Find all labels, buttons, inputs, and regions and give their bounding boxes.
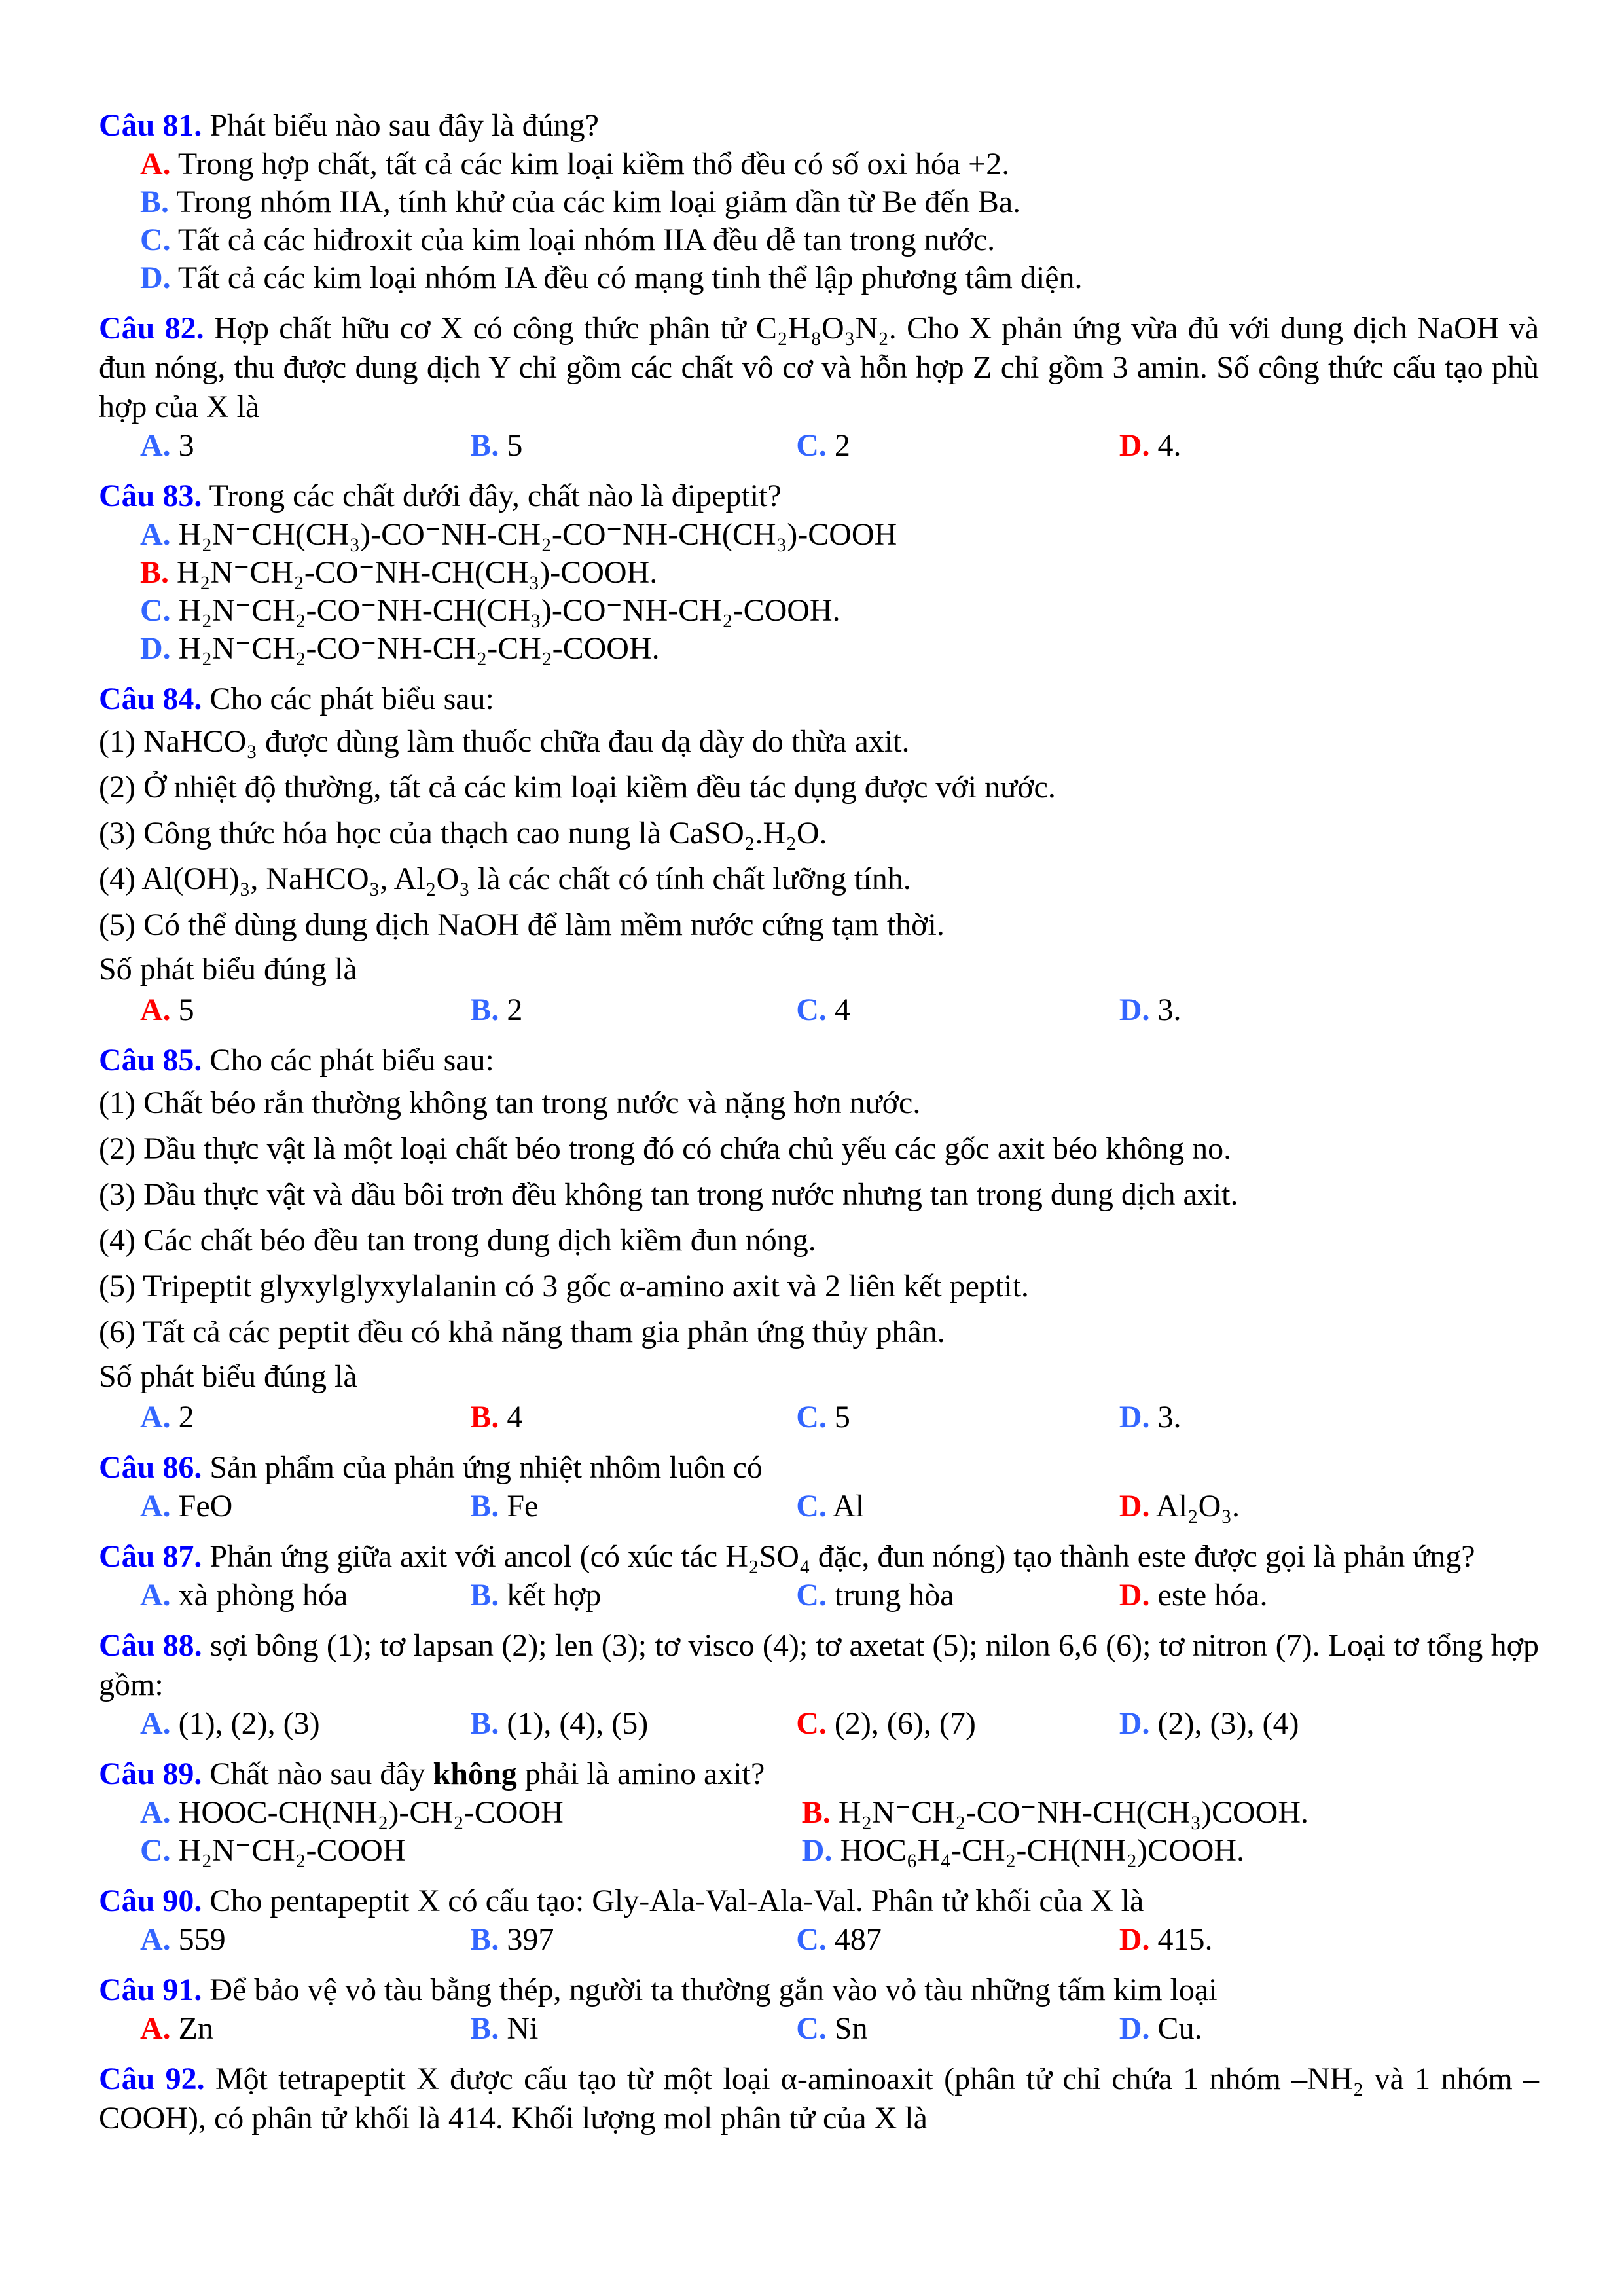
option-letter: A. bbox=[140, 993, 171, 1027]
option-letter: C. bbox=[140, 1833, 171, 1868]
question-stem bbox=[99, 1041, 1539, 1080]
option-text: Tất cả các kim loại nhóm IA đều có mạng tinh thể lập phương tâm diện. bbox=[177, 261, 1083, 295]
option-letter: A. bbox=[140, 1489, 171, 1523]
option-text: Cu. bbox=[1157, 2011, 1202, 2046]
option-letter: A. bbox=[140, 2011, 171, 2046]
answer-option bbox=[470, 1487, 796, 1525]
answer-option bbox=[796, 1921, 1119, 1959]
answer-option bbox=[140, 1487, 470, 1525]
statement-item: (4) Al(OH)₃, NaHCO₃, Al₂O₃ là các chất có tính chất lưỡng tính. bbox=[99, 862, 911, 896]
option-letter: C. bbox=[796, 1922, 827, 1957]
question-stem bbox=[99, 477, 1539, 516]
question-block bbox=[99, 1755, 1539, 1870]
answer-option bbox=[796, 1576, 1119, 1614]
option-letter: A. bbox=[140, 1922, 171, 1957]
option-letter: C. bbox=[796, 428, 827, 463]
answer-options bbox=[99, 1398, 1539, 1436]
option-letter: D. bbox=[1119, 1400, 1150, 1434]
question-stem bbox=[99, 680, 1539, 719]
option-text: Fe bbox=[507, 1489, 539, 1523]
option-letter: B. bbox=[470, 1922, 499, 1957]
option-text: (1), (2), (3) bbox=[178, 1706, 320, 1741]
option-text: (2), (3), (4) bbox=[1157, 1706, 1299, 1741]
statement-item: (2) Dầu thực vật là một loại chất béo trong đó có chứa chủ yếu các gốc axit béo không no. bbox=[99, 1131, 1232, 1166]
answer-options bbox=[99, 2010, 1539, 2048]
option-text: HOC₆H₄-CH₂-CH(NH₂)COOH. bbox=[840, 1833, 1245, 1868]
option-text: H₂N⁻CH₂-CO⁻NH-CH(CH₃)-COOH. bbox=[177, 555, 658, 590]
answer-option bbox=[796, 427, 1119, 465]
answer-option bbox=[140, 2010, 470, 2048]
question-number: Câu 87. bbox=[99, 1539, 202, 1574]
option-text: Ni bbox=[507, 2011, 539, 2046]
answer-option bbox=[140, 1576, 470, 1614]
option-letter: A. bbox=[140, 428, 171, 463]
option-text: (2), (6), (7) bbox=[834, 1706, 976, 1741]
option-letter: B. bbox=[801, 1795, 831, 1830]
option-text: (1), (4), (5) bbox=[507, 1706, 649, 1741]
answer-option bbox=[796, 1398, 1119, 1436]
option-text: Trong nhóm IIA, tính khử của các kim loại giảm dần từ Be đến Ba. bbox=[176, 185, 1021, 219]
question-block bbox=[99, 1537, 1539, 1614]
option-text: 3. bbox=[1157, 1400, 1182, 1434]
option-letter: D. bbox=[1119, 1922, 1150, 1957]
stem-text: Cho các phát biểu sau: bbox=[209, 1043, 494, 1078]
option-letter: A. bbox=[140, 147, 171, 181]
option-letter: C. bbox=[796, 1706, 827, 1741]
option-text: 4 bbox=[507, 1400, 523, 1434]
statement-item: (2) Ở nhiệt độ thường, tất cả các kim loại kiềm đều tác dụng được với nước. bbox=[99, 770, 1056, 805]
option-letter: D. bbox=[1119, 428, 1150, 463]
question-stem bbox=[99, 106, 1539, 145]
option-letter: B. bbox=[140, 185, 170, 219]
answer-option bbox=[470, 1398, 796, 1436]
question-number: Câu 85. bbox=[99, 1043, 202, 1078]
emphasis-text: không bbox=[433, 1757, 517, 1791]
answer-option bbox=[470, 1576, 796, 1614]
option-letter: C. bbox=[796, 1489, 827, 1523]
question-block bbox=[99, 1971, 1539, 2048]
option-letter: C. bbox=[140, 593, 171, 628]
answer-option bbox=[140, 630, 1539, 668]
answer-option bbox=[140, 554, 1539, 592]
question-block bbox=[99, 680, 1539, 1029]
answer-option bbox=[140, 427, 470, 465]
option-letter: B. bbox=[470, 1578, 499, 1613]
option-letter: D. bbox=[1119, 1706, 1150, 1741]
answer-option bbox=[1119, 2010, 1469, 2048]
option-letter: C. bbox=[796, 1400, 827, 1434]
option-letter: C. bbox=[796, 2011, 827, 2046]
option-letter: D. bbox=[801, 1833, 833, 1868]
option-text: 4 bbox=[834, 993, 850, 1027]
stem-text: Hợp chất hữu cơ X có công thức phân tử C₂H₈O₃N₂. Cho X phản ứng vừa đủ với dung dịch NaOH và đun nóng, thu được dung dịch Y chỉ gồm các chất vô cơ và hỗn hợp Z chỉ gồm 3 amin. Số công thức cấu tạo phù hợp của X là bbox=[99, 311, 1540, 424]
stem-text: Để bảo vệ vỏ tàu bằng thép, người ta thường gắn vào vỏ tàu những tấm kim loại bbox=[209, 1973, 1218, 2007]
option-text: 3 bbox=[178, 428, 194, 463]
option-text: xà phòng hóa bbox=[178, 1578, 348, 1613]
question-number: Câu 92. bbox=[99, 2062, 205, 2096]
question-number: Câu 83. bbox=[99, 479, 202, 513]
followup-text: Số phát biểu đúng là bbox=[99, 952, 357, 987]
answer-option bbox=[140, 991, 470, 1029]
statement-item: (5) Tripeptit glyxylglyxylalanin có 3 gốc α-amino axit và 2 liên kết peptit. bbox=[99, 1269, 1029, 1303]
stem-text: Cho các phát biểu sau: bbox=[209, 682, 494, 716]
statement-item: (1) NaHCO₃ được dùng làm thuốc chữa đau dạ dày do thừa axit. bbox=[99, 724, 910, 759]
stem-text: Cho pentapeptit X có cấu tạo: Gly-Ala-Val-Ala-Val. Phân tử khối của X là bbox=[209, 1884, 1144, 1918]
option-text: 5 bbox=[834, 1400, 850, 1434]
answer-option bbox=[140, 221, 1539, 259]
question-stem bbox=[99, 1755, 1539, 1794]
answer-option bbox=[796, 1705, 1119, 1743]
option-text: 397 bbox=[507, 1922, 554, 1957]
exam-document bbox=[99, 106, 1539, 2150]
statement-item: (4) Các chất béo đều tan trong dung dịch kiềm đun nóng. bbox=[99, 1223, 816, 1258]
option-letter: B. bbox=[470, 428, 499, 463]
answer-option bbox=[140, 145, 1539, 183]
question-number: Câu 84. bbox=[99, 682, 202, 716]
answer-options bbox=[99, 1705, 1539, 1743]
statement-item: (3) Công thức hóa học của thạch cao nung là CaSO₂.H₂O. bbox=[99, 816, 827, 850]
option-text: HOOC-CH(NH₂)-CH₂-COOH bbox=[178, 1795, 564, 1830]
option-letter: A. bbox=[140, 1795, 171, 1830]
question-stem bbox=[99, 309, 1539, 427]
answer-option bbox=[1119, 991, 1469, 1029]
answer-option bbox=[470, 427, 796, 465]
option-letter: A. bbox=[140, 1400, 171, 1434]
answer-option bbox=[140, 1398, 470, 1436]
option-text: 415. bbox=[1157, 1922, 1213, 1957]
question-number: Câu 88. bbox=[99, 1628, 202, 1663]
question-stem bbox=[99, 2060, 1539, 2138]
stem-text: Sản phẩm của phản ứng nhiệt nhôm luôn có bbox=[209, 1450, 763, 1485]
statement-item: (5) Có thể dùng dung dịch NaOH để làm mềm nước cứng tạm thời. bbox=[99, 907, 945, 942]
answer-option bbox=[140, 1832, 802, 1870]
option-letter: B. bbox=[470, 1400, 499, 1434]
answer-option bbox=[140, 259, 1539, 297]
question-block bbox=[99, 2060, 1539, 2138]
answer-options bbox=[99, 991, 1539, 1029]
question-stem bbox=[99, 1971, 1539, 2010]
question-number: Câu 86. bbox=[99, 1450, 202, 1485]
option-text: Zn bbox=[178, 2011, 213, 2046]
option-letter: C. bbox=[796, 1578, 827, 1613]
option-text: 4. bbox=[1157, 428, 1182, 463]
answer-options bbox=[99, 145, 1539, 297]
question-number: Câu 90. bbox=[99, 1884, 202, 1918]
answer-options bbox=[99, 427, 1539, 465]
stem-text: Chất nào sau đây bbox=[209, 1757, 433, 1791]
option-text: este hóa. bbox=[1157, 1578, 1268, 1613]
option-text: 2 bbox=[507, 993, 523, 1027]
option-text: H₂N⁻CH₂-CO⁻NH-CH(CH₃)COOH. bbox=[838, 1795, 1309, 1830]
answer-option bbox=[470, 2010, 796, 2048]
option-text: Al bbox=[833, 1489, 865, 1523]
question-number: Câu 89. bbox=[99, 1757, 202, 1791]
option-letter: C. bbox=[140, 223, 171, 257]
question-stem bbox=[99, 1882, 1539, 1921]
option-text: H₂N⁻CH₂-CO⁻NH-CH₂-CH₂-COOH. bbox=[178, 631, 660, 666]
statement-item: (6) Tất cả các peptit đều có khả năng tham gia phản ứng thủy phân. bbox=[99, 1315, 945, 1349]
option-letter: A. bbox=[140, 517, 171, 552]
option-letter: D. bbox=[140, 631, 171, 666]
option-letter: D. bbox=[140, 261, 171, 295]
option-text: H₂N⁻CH₂-CO⁻NH-CH(CH₃)-CO⁻NH-CH₂-COOH. bbox=[178, 593, 840, 628]
answer-options bbox=[99, 1794, 1539, 1870]
answer-option bbox=[1119, 427, 1469, 465]
answer-option bbox=[470, 1921, 796, 1959]
answer-option bbox=[140, 1921, 470, 1959]
answer-option bbox=[1119, 1921, 1469, 1959]
question-number: Câu 81. bbox=[99, 108, 202, 143]
option-letter: B. bbox=[470, 993, 499, 1027]
answer-option bbox=[796, 1487, 1119, 1525]
answer-option bbox=[140, 1794, 802, 1832]
stem-text: Một tetrapeptit X được cấu tạo từ một loại α-aminoaxit (phân tử chỉ chứa 1 nhóm –NH₂ và 1 nhóm – COOH), có phân tử khối là 414. Khối lượng mol phân tử của X là bbox=[99, 2062, 1540, 2136]
option-text: FeO bbox=[178, 1489, 233, 1523]
question-block bbox=[99, 1448, 1539, 1525]
question-stem bbox=[99, 1537, 1539, 1576]
answer-option bbox=[796, 991, 1119, 1029]
question-number: Câu 91. bbox=[99, 1973, 202, 2007]
statement-item: (1) Chất béo rắn thường không tan trong nước và nặng hơn nước. bbox=[99, 1085, 921, 1120]
answer-options bbox=[99, 1487, 1539, 1525]
answer-option bbox=[796, 2010, 1119, 2048]
stem-text: Phản ứng giữa axit với ancol (có xúc tác H₂SO₄ đặc, đun nóng) tạo thành este được gọi là phản ứng? bbox=[209, 1539, 1475, 1574]
answer-options bbox=[99, 1576, 1539, 1614]
option-letter: D. bbox=[1119, 993, 1150, 1027]
option-letter: B. bbox=[140, 555, 170, 590]
option-text: H₂N⁻CH₂-COOH bbox=[178, 1833, 406, 1868]
followup-text: Số phát biểu đúng là bbox=[99, 1359, 357, 1394]
answer-option bbox=[470, 991, 796, 1029]
option-text: 559 bbox=[178, 1922, 226, 1957]
option-letter: D. bbox=[1119, 1578, 1150, 1613]
answer-option bbox=[140, 592, 1539, 630]
option-letter: B. bbox=[470, 1489, 499, 1523]
answer-option bbox=[1119, 1576, 1469, 1614]
stem-text: Trong các chất dưới đây, chất nào là đipeptit? bbox=[209, 479, 782, 513]
stem-text: phải là amino axit? bbox=[516, 1757, 765, 1791]
answer-option bbox=[140, 516, 1539, 554]
stem-text: Phát biểu nào sau đây là đúng? bbox=[209, 108, 599, 143]
answer-option bbox=[140, 1705, 470, 1743]
question-block bbox=[99, 106, 1539, 297]
question-block bbox=[99, 1626, 1539, 1743]
option-text: 5 bbox=[507, 428, 523, 463]
answer-option bbox=[802, 1794, 1464, 1832]
option-text: H₂N⁻CH(CH₃)-CO⁻NH-CH₂-CO⁻NH-CH(CH₃)-COOH bbox=[178, 517, 897, 552]
option-letter: B. bbox=[470, 2011, 499, 2046]
question-block bbox=[99, 1882, 1539, 1959]
answer-option bbox=[1119, 1705, 1469, 1743]
answer-option bbox=[140, 183, 1539, 221]
option-text: 2 bbox=[178, 1400, 194, 1434]
question-block bbox=[99, 477, 1539, 668]
question-number: Câu 82. bbox=[99, 311, 204, 346]
question-stem bbox=[99, 1448, 1539, 1487]
option-text: Tất cả các hiđroxit của kim loại nhóm IIA đều dễ tan trong nước. bbox=[177, 223, 996, 257]
answer-option bbox=[1119, 1487, 1469, 1525]
option-text: Trong hợp chất, tất cả các kim loại kiềm thổ đều có số oxi hóa +2. bbox=[177, 147, 1010, 181]
option-letter: B. bbox=[470, 1706, 499, 1741]
stem-text: sợi bông (1); tơ lapsan (2); len (3); tơ visco (4); tơ axetat (5); nilon 6,6 (6); tơ nitron (7). Loại tơ tổng hợp gồm: bbox=[99, 1628, 1540, 1702]
statement-item: (3) Dầu thực vật và dầu bôi trơn đều không tan trong nước nhưng tan trong dung dịch axit. bbox=[99, 1177, 1238, 1212]
question-stem bbox=[99, 1626, 1539, 1705]
answer-option bbox=[802, 1832, 1464, 1870]
option-letter: A. bbox=[140, 1706, 171, 1741]
option-text: Al₂O₃. bbox=[1155, 1489, 1240, 1523]
option-text: 487 bbox=[834, 1922, 882, 1957]
option-letter: A. bbox=[140, 1578, 171, 1613]
question-block bbox=[99, 309, 1539, 465]
answer-option bbox=[470, 1705, 796, 1743]
answer-option bbox=[1119, 1398, 1469, 1436]
answer-options bbox=[99, 516, 1539, 668]
option-text: 5 bbox=[178, 993, 194, 1027]
option-text: 3. bbox=[1157, 993, 1182, 1027]
option-letter: D. bbox=[1119, 1489, 1150, 1523]
option-text: Sn bbox=[834, 2011, 868, 2046]
option-letter: C. bbox=[796, 993, 827, 1027]
option-text: 2 bbox=[834, 428, 850, 463]
option-text: trung hòa bbox=[834, 1578, 954, 1613]
question-block bbox=[99, 1041, 1539, 1436]
option-text: kết hợp bbox=[507, 1578, 602, 1613]
option-letter: D. bbox=[1119, 2011, 1150, 2046]
answer-options bbox=[99, 1921, 1539, 1959]
